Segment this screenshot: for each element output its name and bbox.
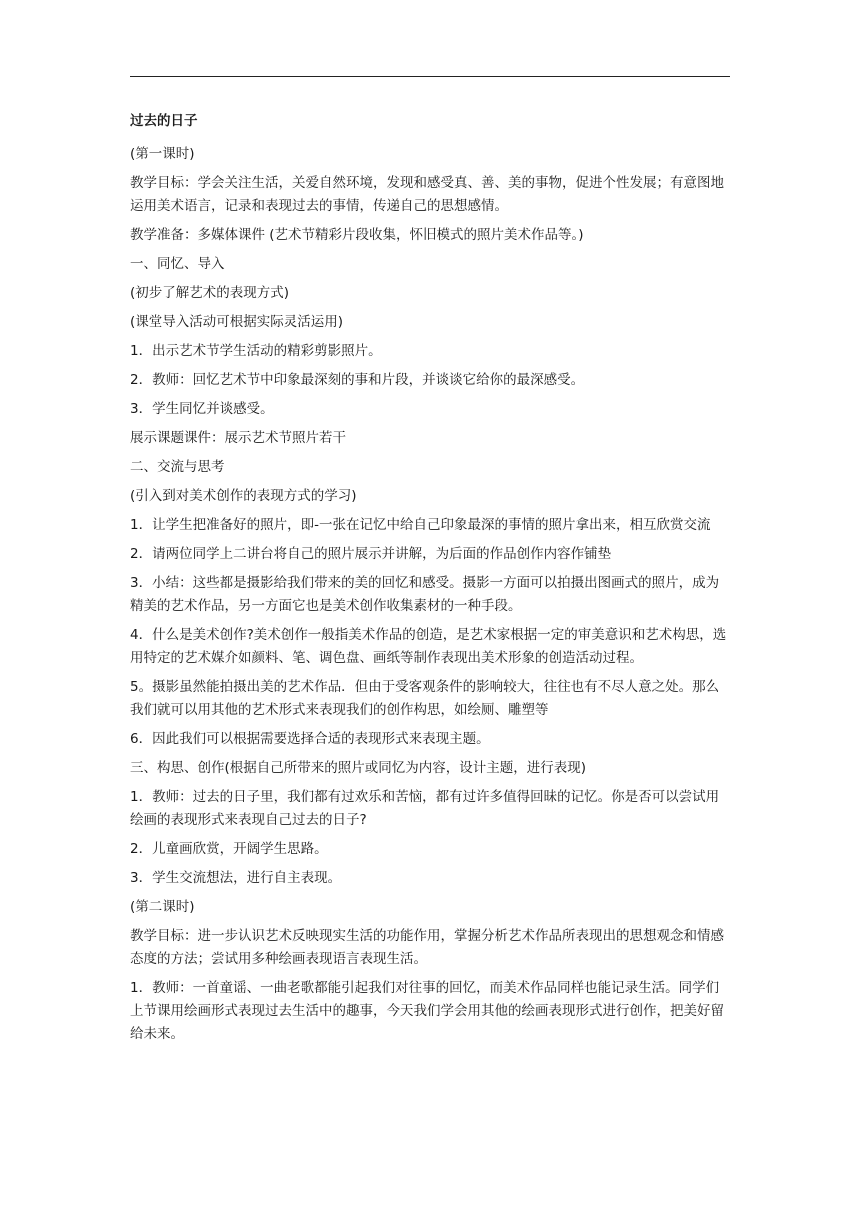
- paragraph: 教学目标：进一步认识艺术反映现实生活的功能作用，掌握分析艺术作品所表现出的思想观念和情感态度的方法；尝试用多种绘画表现语言表现生活。: [130, 928, 724, 967]
- paragraph: 3．学生交流想法，进行自主表现。: [130, 870, 342, 886]
- paragraph: 教学准备：多媒体课件 (艺术节精彩片段收集，怀旧模式的照片美术作品等。): [130, 227, 584, 243]
- paragraph: (初步了解艺术的表现方式): [130, 285, 290, 301]
- paragraph: 教学目标：学会关注生活，关爱自然环境，发现和感受真、善、美的事物，促进个性发展；有意图地运用美术语言，记录和表现过去的事情，传递自己的思想感情。: [130, 175, 724, 214]
- paragraph: 展示课题课件：展示艺术节照片若干: [130, 430, 346, 446]
- paragraph: 2．教师：回忆艺术节中印象最深刻的事和片段，并谈谈它给你的最深感受。: [130, 372, 585, 388]
- paragraph: (第一课时): [130, 146, 195, 162]
- paragraph: 1．教师：一首童谣、一曲老歌都能引起我们对往事的回忆，而美术作品同样也能记录生活。同学们上节课用绘画形式表现过去生活中的趣事，今天我们学会用其他的绘画表现形式进行创作，把美好留给未来。: [130, 980, 724, 1042]
- paragraph: 3．小结：这些都是摄影给我们带来的美的回忆和感受。摄影一方面可以拍摄出图画式的照片，成为精美的艺术作品，另一方面它也是美术创作收集素材的一种手段。: [130, 575, 720, 614]
- paragraph: 1．出示艺术节学生活动的精彩剪影照片。: [130, 343, 382, 359]
- paragraph: (课堂导入活动可根据实际灵活运用): [130, 314, 344, 330]
- paragraph: 二、交流与思考: [130, 459, 225, 475]
- paragraph: 2．儿童画欣赏，开阔学生思路。: [130, 841, 328, 857]
- header-rule: [130, 76, 730, 77]
- paragraph: 1．让学生把准备好的照片，即-一张在记忆中给自己印象最深的事情的照片拿出来，相互欣赏交流: [130, 517, 711, 533]
- paragraph: 5。摄影虽然能拍摄出美的艺术作品．但由于受客观条件的影响较大，往往也有不尽人意之处。那么我们就可以用其他的艺术形式来表现我们的创作构思，如绘厕、雕塑等: [130, 679, 720, 718]
- paragraph: 2．请两位同学上二讲台将自己的照片展示并讲解，为后面的作品创作内容作铺垫: [130, 546, 612, 562]
- paragraph: 6．因此我们可以根据需要选择合适的表现形式来表现主题。: [130, 731, 490, 747]
- paragraph: 1．教师：过去的日子里，我们都有过欢乐和苦恼，都有过许多值得回昧的记忆。你是否可以尝试用绘画的表现形式来表现自己过去的日子?: [130, 789, 720, 828]
- paragraph: (第二课时): [130, 899, 195, 915]
- paragraph: (引入到对美术创作的表现方式的学习): [130, 488, 357, 504]
- paragraph: 4．什么是美术创作?美术创作一般指美术作品的创造，是艺术家根据一定的审美意识和艺术构思，选用特定的艺术媒介如颜料、笔、调色盘、画纸等制作表现出美术形象的创造活动过程。: [130, 627, 727, 666]
- document-body: [130, 110, 730, 1052]
- paragraph: 三、构思、创作(根据自己所带来的照片或同忆为内容，设计主题，进行表现): [130, 760, 587, 776]
- document-title: 过去的日子: [130, 113, 198, 129]
- paragraph: 3．学生同忆并谈感受。: [130, 401, 274, 417]
- paragraph: 一、同忆、导入: [130, 256, 225, 272]
